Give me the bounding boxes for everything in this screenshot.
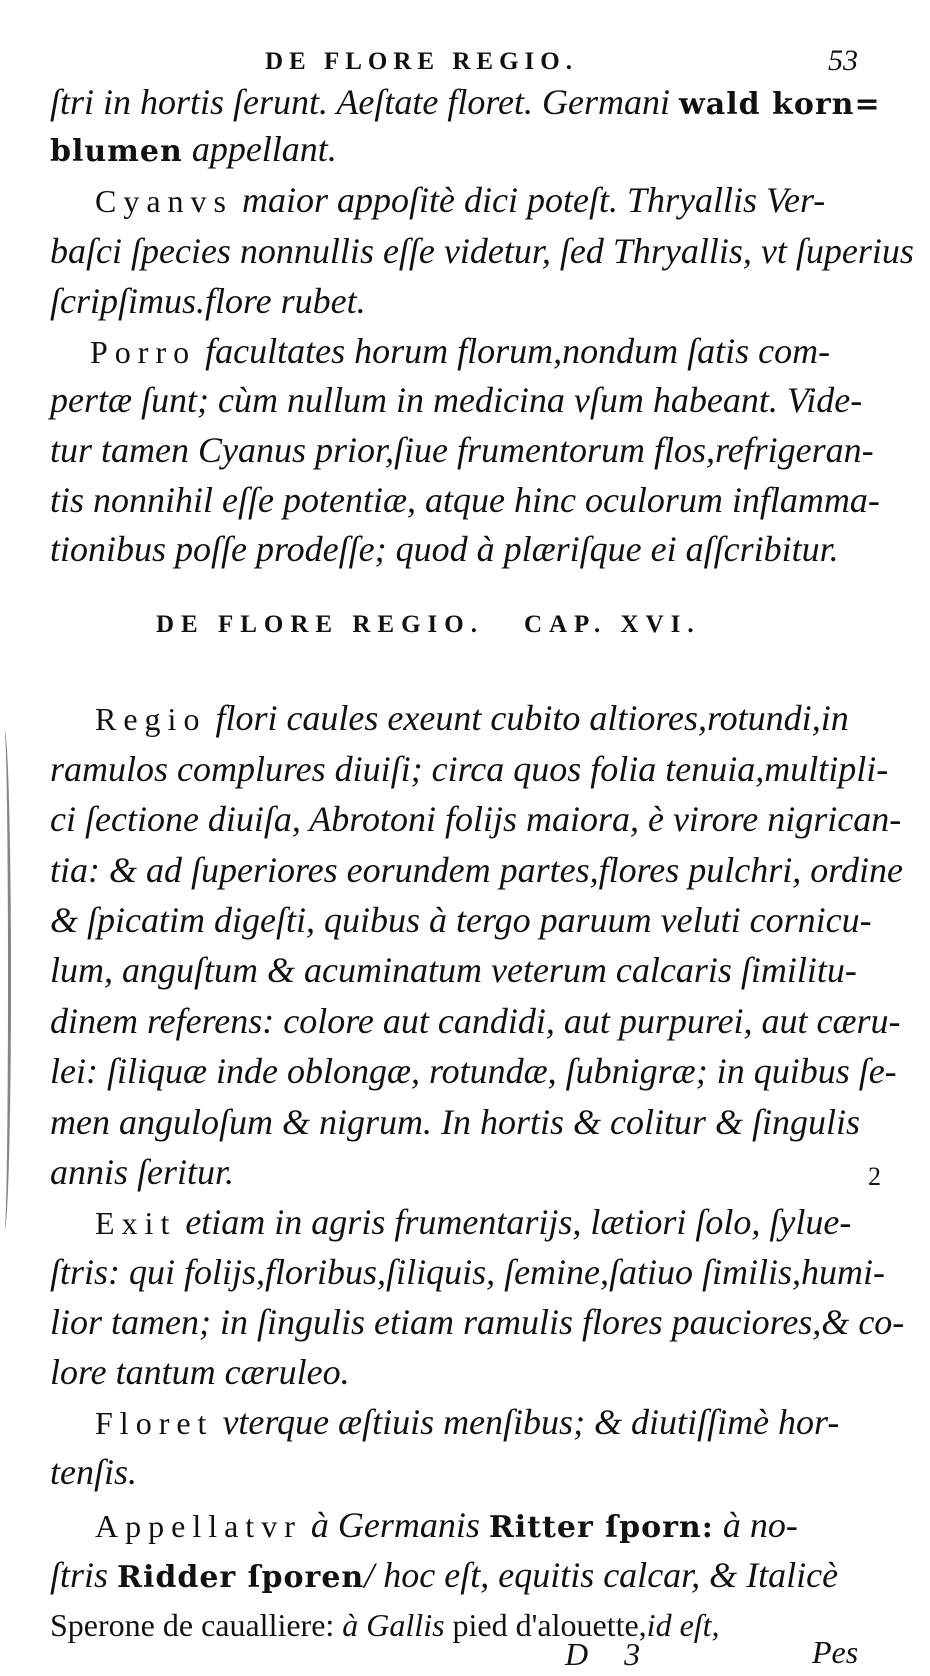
blackletter-term: Ridder ſporen [117,1560,365,1595]
text-span: appellant. [182,129,337,169]
text-span: vterque æſtiuis menſibus; & diutiſſimè hor- [213,1402,840,1442]
paragraph-start [90,329,910,374]
text-line: dinem referens: colore aut candidi, aut purpurei, aut cæru- [50,1001,901,1041]
text-line: lei: ſiliquæ inde oblongæ, rotundæ, ſubnigræ; in quibus ſe- [50,1051,897,1091]
text-span: id eſt, [646,1607,720,1643]
small-caps-lead: Exit [95,1205,177,1241]
text-line: baſci ſpecies nonnullis eſſe videtur, ſed Thryallis, vt ſuperius [50,231,914,271]
paragraph-start [95,1400,915,1445]
chapter-heading [156,611,701,639]
text-span: à no- [713,1505,798,1545]
text-span: ſtri in hortis ſerunt. Aeſtate floret. Germani [50,82,679,122]
small-caps-lead: Floret [95,1405,214,1441]
text-line: lore tantum cæruleo. [50,1352,350,1392]
text-line: ſtris: qui folijs,floribus,ſiliquis, ſemine,ſatiuo ſimilis,humi- [50,1252,886,1292]
text-line: men anguloſum & nigrum. In hortis & colitur & ſingulis [50,1102,861,1142]
blackletter-term: wald korn= [678,87,881,122]
paragraph-start [95,1503,915,1550]
page-number: 53 [828,44,858,77]
roman-span: Sperone de caualliere: [50,1607,335,1643]
text-line [50,80,881,127]
paragraph-start [95,178,915,223]
text-span: flori caules exeunt cubito altiores,rotundi,in [206,698,849,738]
text-line: lior tamen; in ſingulis etiam ramulis flores pauciores,& co- [50,1302,905,1342]
small-caps-lead: Porro [90,334,197,370]
text-span: à Germanis [301,1505,489,1545]
text-line: annis ſeritur. [50,1152,235,1192]
text-span: à Gallis [334,1607,453,1643]
catchword: Pes [812,1634,859,1670]
text-span: maior appoſitè dici poteſt. Thryallis Ver- [233,180,826,220]
text-line: tenſis. [50,1452,137,1492]
text-line: ſcripſimus.flore rubet. [50,281,366,321]
small-caps-lead: Appellatvr [95,1508,302,1544]
small-caps-lead: Cyanvs [95,183,233,219]
text-line: tis nonnihil eſſe potentiæ, atque hinc oculorum inflamma- [50,480,880,520]
text-line: lum, anguſtum & acuminatum veterum calcaris ſimilitu- [50,950,857,990]
text-span: ſtris [50,1555,118,1595]
text-line [50,127,870,174]
text-span: facultates horum florum,nondum ſatis com- [196,331,831,371]
chapter-title: DE FLORE REGIO. [156,611,484,638]
paragraph-start [95,696,915,741]
blackletter-term: blumen [50,134,183,169]
chapter-number: CAP. XVI. [523,611,701,638]
blackletter-term: Ritter ſporn: [488,1510,714,1545]
paragraph-start [95,1200,915,1245]
running-title: DE FLORE REGIO. [265,48,578,75]
text-line: & ſpicatim digeſti, quibus à tergo paruum veluti cornicu- [50,900,872,940]
text-line: ci ſectione diuiſa, Abrotoni folijs maiora, è virore nigrican- [50,799,902,839]
text-line: tionibus poſſe prodeſſe; quod à plæriſque ei aſſcribitur. [50,529,839,569]
page-edge [0,730,11,1230]
text-line: ramulos complures diuiſi; circa quos folia tenuia,multipli- [50,749,889,789]
small-caps-lead: Regio [95,701,207,737]
roman-span: pied d'alouette, [452,1607,647,1643]
text-line: pertæ ſunt; cùm nullum in medicina vſum habeant. Vide- [50,380,863,420]
text-span: etiam in agris frumentarijs, lætiori ſolo, ſylue- [176,1202,852,1242]
text-line: tia: & ad ſuperiores eorundem partes,flores pulchri, ordine [50,850,903,890]
text-span: / hoc eſt, equitis calcar, & Italicè [364,1555,839,1595]
text-line [50,1553,870,1600]
margin-note: 2 [868,1162,881,1191]
text-line: tur tamen Cyanus prior,ſiue frumentorum flos,refrigeran- [50,430,874,470]
signature-mark: D 3 [565,1636,655,1672]
